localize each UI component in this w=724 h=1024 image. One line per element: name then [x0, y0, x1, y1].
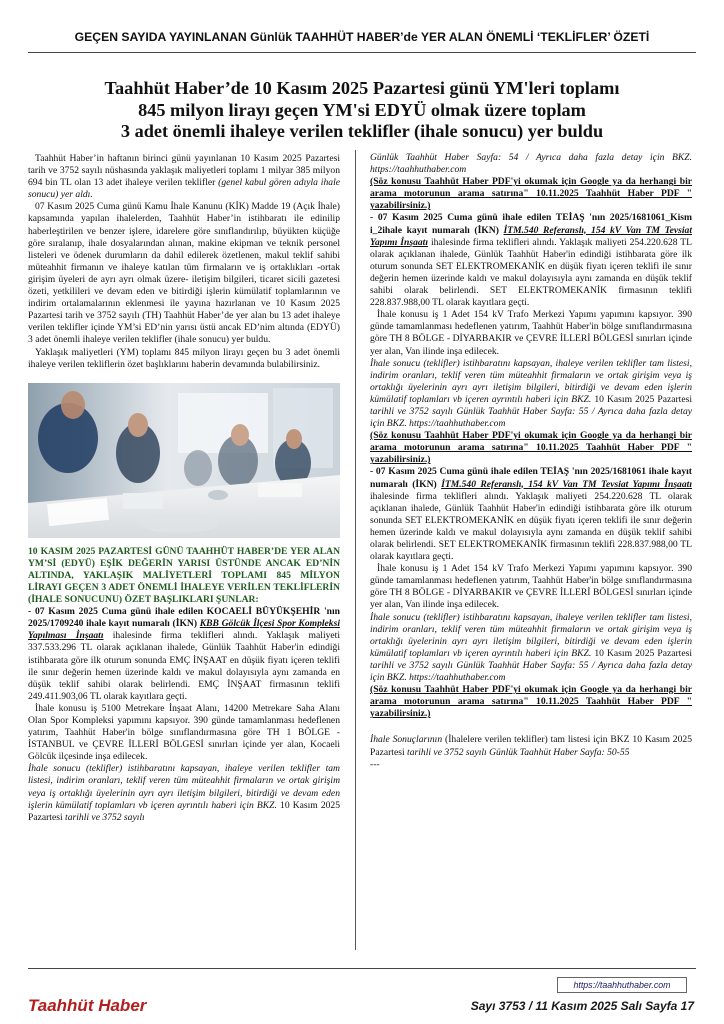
closing-mid: (İhalelere verilen teklifler) tam listesi için BKZ 10 Kasım 2025 Pazartesi — [370, 734, 692, 758]
tender-2-head: - 07 Kasım 2025 Cuma günü ihale edilen TEİAŞ 'nın 2025/1681061_Kism i_2ihale kayıt numaralı (İKN) — [370, 212, 692, 236]
office-meeting-photo — [28, 383, 340, 538]
intro-note: (genel kabul gören adıyla ihale sonucu) yer aldı. — [28, 177, 340, 201]
top-section-title: GEÇEN SAYIDA YAYINLANAN Günlük TAAHHÜT HABER’de YER ALAN ÖNEMLİ ‘TEKLİFLER’ ÖZETİ — [74, 30, 650, 44]
column-divider — [355, 150, 356, 950]
section-heading: 10 KASIM 2025 PAZARTESİ GÜNÜ TAAHHÜT HABER’DE YER ALAN YM’Sİ (EDYÜ) EŞİK DEĞERİN YARISI ÜSTÜNDE ANCAK ED’NİN ALTINDA, YAKLAŞIK MALİYETLERİ TOPLAMI 845 MİLYON LİRAYI GEÇEN 3 ADET ÖNEMLİ İHALEYE VERİLEN TEKLİFLERİN (İHALE SONUCUNU) ÖZET BAŞLIKLARI ŞUNLAR: — [28, 545, 340, 606]
tender-item-1 — [28, 606, 340, 703]
intro-paragraph-2: 07 Kasım 2025 Cuma günü Kamu İhale Kanunu (KİK) Madde 19 (Açık İhale) kapsamında yapılan ihalelerden, Taahhüt Haber’in istihbaratı ile edinilip haberleştirilen ve benzer işlere, idarelere göre sınıflandırılıp, büyükten küçüğe göre sıralanıp, ihale dosyalarından alınan, makine ekipman ve teknik personel listeleri ve ödenek durumların da dahil edilerek özetlenen, makul teklif sahibi müteahhit firmanın ve ihaleye katılan tüm firmaların ve iş ortaklıkları -ortak girişim üyeleri de ayrı ayrı olmak üzere- iletişim bilgileri, ticaret sicili gazetesi özeti, yetkilileri ve devam eden ve bitirdiği işlerin kümülatif toplamlarının ve indirim ortalamalarının eklenmesi ile yayına hazırlanan ve 10 Kasım 2025 Pazartesi tarih ve 3752 sayılı (TH) Taahhüt Haber’de yer alan bu 13 adet ihaleye verilen teklifler içinde YM’si ED’nin yarısı üstü ancak ED’nim altında (EDYÜ) 3 adet önemli ihaleye verilen teklifler (ihale sonucu) yer buldu. — [28, 201, 340, 346]
tender-2-ref: 10 Kasım 2025 Pazartesi — [594, 393, 692, 405]
tender-2-note-block — [370, 358, 692, 431]
tender-1-ref: 10 Kasım 2025 Pazartesi — [28, 799, 341, 823]
tender-3-note: İhale sonucu (teklifler) istihbaratını kapsayan, ihaleye verilen teklifler tam listesi, indirim oranları, teklif veren tüm müteahhit firmaların ve ortak girişim veya iş ortaklığı üyelerinin ayrı ayrı iletişim bilgileri, bitirdiği ve devam eden işlerin kümülatif toplamları vb içeren ayrıntılı haberi için BKZ. — [370, 611, 692, 659]
tender-1-head: - 07 Kasım 2025 Cuma günü ihale edilen KOCAELİ BÜYÜKŞEHİR 'nın 2025/1709240 ihale kayıt numaralı (İKN) — [28, 606, 340, 630]
tender-3-title: İTM.540 Referanslı, 154 kV Van TM Tevsiat Yapımı İnşaatı — [441, 478, 692, 490]
tender-2-note: İhale sonucu (teklifler) istihbaratını kapsayan, ihaleye verilen teklifler tam listesi, indirim oranları, teklif veren tüm müteahhit firmaların ve ortak girişim veya iş ortaklığı üyelerinin ayrı ayrı iletişim bilgileri, bitirdiği ve devam eden işlerin kümülatif toplamları vb içeren ayrıntılı haberi için BKZ. — [370, 357, 692, 405]
tender-3-ref-tail: tarihli ve 3752 sayılı Günlük Taahhüt Haber Sayfa: 55 / Ayrıca daha fazla detay için BKZ. https://taahhuthaber.com — [370, 659, 692, 684]
tender-item-3 — [370, 466, 692, 563]
tender-1-note-block — [28, 763, 340, 823]
pdf-search-note-1: (Söz konusu Taahhüt Haber PDF'yi okumak için Google ya da herhangi bir arama motorunun arama satırına" 10.11.2025 Taahhüt Haber PDF " yazabilirsiniz.) — [370, 176, 692, 212]
tender-3-head: - 07 Kasım 2025 Cuma günü ihale edilen TEİAŞ 'nın 2025/1681061 ihale kayıt numaralı (İKN) — [370, 466, 692, 490]
left-column — [28, 153, 340, 824]
top-divider — [28, 52, 696, 53]
tender-3-scope: İhale konusu iş 1 Adet 154 kV Trafo Merkezi Yapımı yapımını kapsıyor. 390 günde tamamlanması hedeflenen yatırım, Taahhüt Haber'in bölge sınıflandırmasına göre TH 8 BÖLGE - DİYARBAKIR ve ÇEVRE İLLERİ BÖLGESİ sınırları içinde yer alan, Van ilinde inşa edilecek. — [370, 563, 692, 611]
headline-line-2: 845 milyon lirayı geçen YM'si EDYÜ olmak üzere toplam — [138, 99, 586, 120]
tender-2-scope: İhale konusu iş 1 Adet 154 kV Trafo Merkezi Yapımı yapımını kapsıyor. 390 günde tamamlanması hedeflenen yatırım, Taahhüt Haber'in bölge sınıflandırmasına göre TH 8 BÖLGE - DİYARBAKIR ve ÇEVRE İLLERİ BÖLGESİ sınırları içinde yer alan, Van ilinde inşa edilecek. — [370, 309, 692, 357]
tender-3-ref: 10 Kasım 2025 Pazartesi — [594, 647, 692, 659]
headline-line-3: 3 adet önemli ihaleye verilen teklifler (ihale sonucu) yer buldu — [120, 121, 604, 141]
closing-lead: İhale Sonuçlarının — [370, 734, 443, 746]
end-mark: --- — [370, 758, 380, 770]
closing-tail: tarihli ve 3752 sayılı Günlük Taahhüt Haber Sayfa: 50-55 — [407, 746, 630, 758]
tender-1-ref-tail: tarihli ve 3752 sayılı — [65, 811, 145, 823]
tender-2-body: ihalesinde firma teklifleri alındı. Yaklaşık maliyeti 254.220.628 TL olarak açıklanan ihalede, Günlük Taahhüt Haber'in edindiği istihbarata göre ilk oturum sonunda SET ELEKTROMEKANİK en düşük fiyatı içeren teklifi ile sınır değerin hemen üzerinde kaldı ve makul dolayısıyla aynı zamanda en düşük teklif sahibi olarak belirlendi. SET ELEKTROMEKANİK firmasının teklifi 228.837.988,00 TL olarak kayıtlara geçti. — [370, 236, 692, 309]
tender-2-ref-tail: tarihli ve 3752 sayılı Günlük Taahhüt Haber Sayfa: 55 / Ayrıca daha fazla detay için BKZ. https://taahhuthaber.com — [370, 405, 692, 430]
tender-3-body: ihalesinde firma teklifleri alındı. Yaklaşık maliyeti 254.220.628 TL olarak açıklanan ihalede, Günlük Taahhüt Haber'in edindiği istihbarata göre ilk oturum sonunda SET ELEKTROMEKANİK en düşük fiyatı içeren teklifi ile sınır değerin hemen üzerinde kaldı ve makul dolayısıyla aynı zamanda en düşük teklif sahibi olarak belirlendi. SET ELEKTROMEKANİK firmasının teklifi 228.837.988,00 TL olarak kayıtlara geçti. — [370, 490, 692, 563]
pdf-search-note-3: (Söz konusu Taahhüt Haber PDF'yi okumak için Google ya da herhangi bir arama motorunun arama satırına" 10.11.2025 Taahhüt Haber PDF " yazabilirsiniz.) — [370, 684, 692, 720]
tender-1-note: İhale sonucu (teklifler) istihbaratını kapsayan, ihaleye verilen teklifler tam listesi, indirim oranları, teklif veren tüm müteahhit firmaların ve ortak girişim veya iş ortaklığı üyelerinin ayrı ayrı iletişim bilgileri, bitirdiği ve devam eden işlerin kümülatif toplamları vb içeren ayrıntılı haberi için BKZ. — [28, 763, 340, 811]
tender-2-title: İTM.540 Referanslı, 154 kV Van TM Tevsiat Yapımı İnşaatı — [370, 224, 693, 248]
intro-paragraph-1: Taahhüt Haber’in haftanın birinci günü yayınlanan 10 Kasım 2025 Pazartesi tarih ve 3752 sayılı nüshasında yaklaşık maliyetleri toplamı 1 milyar 385 milyon 694 bin TL olan 13 adet ihaleye verilen teklifler (genel kabul gören adıyla ihale sonucu) yer aldı. — [28, 153, 340, 201]
brand-logo: Taahhüt Haber — [28, 996, 147, 1015]
closing-paragraph — [370, 734, 692, 758]
issue-page-info: Sayı 3753 / 11 Kasım 2025 Salı Sayfa 17 — [470, 999, 694, 1013]
continued-source: Günlük Taahhüt Haber Sayfa: 54 / Ayrıca daha fazla detay için BKZ. https://taahhuthaber.com — [370, 152, 692, 176]
intro-paragraph-3: Yaklaşık maliyetleri (YM) toplamı 845 milyon lirayı geçen bu 3 adet önemli ihaleye verilen tekliflerin özet başlıklarını haberin devamında bulabilirsiniz. — [28, 346, 340, 370]
tender-item-2 — [370, 212, 692, 309]
tender-1-body: ihalesinde firma teklifleri alındı. Yaklaşık maliyeti 337.533.296 TL olarak açıklanan ihalede, Günlük Taahhüt Haber'in edindiği istihbarata göre ilk oturum sonunda EMÇ İNŞAAT en düşük fiyatı içeren teklifi ile sınır değerin hemen üzerinde kaldı ve makul dolayısıyla aynı zamanda en düşük teklif sahibi olarak belirlendi. EMÇ İNŞAAT firmasının teklifi 249.411.903,06 TL olarak kayıtlara geçti. — [28, 630, 340, 702]
photo-illustration — [28, 383, 340, 538]
right-column — [370, 152, 692, 771]
headline-line-1: Taahhüt Haber’de 10 Kasım 2025 Pazartesi günü YM'leri toplamı — [104, 78, 620, 98]
tender-1-title: KBB Gölcük İlçesi Spor Kompleksi Yapılması İnşaatı — [28, 618, 340, 642]
tender-1-scope: İhale konusu iş 5100 Metrekare İnşaat Alanı, 14200 Metrekare Saha Alanı Olan Spor Kompleksi yapımını kapsıyor. 390 günde tamamlanması hedeflenen yatırım, Taahhüt Haber'in bölge sınıflandırmasına göre TH 1 BÖLGE - İSTANBUL ve ÇEVRE İLLERİ BÖLGESİ sınırları içinde yer alan, Kocaeli Gölcük ilçesinde inşa edilecek. — [28, 702, 340, 763]
bottom-divider — [28, 968, 696, 969]
tender-3-note-block — [370, 612, 692, 685]
pdf-search-note-2: (Söz konusu Taahhüt Haber PDF'yi okumak için Google ya da herhangi bir arama motorunun arama satırına" 10.11.2025 Taahhüt Haber PDF " yazabilirsiniz.) — [370, 430, 692, 466]
footer-url-link[interactable]: https://taahhuthaber.com — [557, 977, 687, 993]
article-headline — [40, 78, 684, 143]
